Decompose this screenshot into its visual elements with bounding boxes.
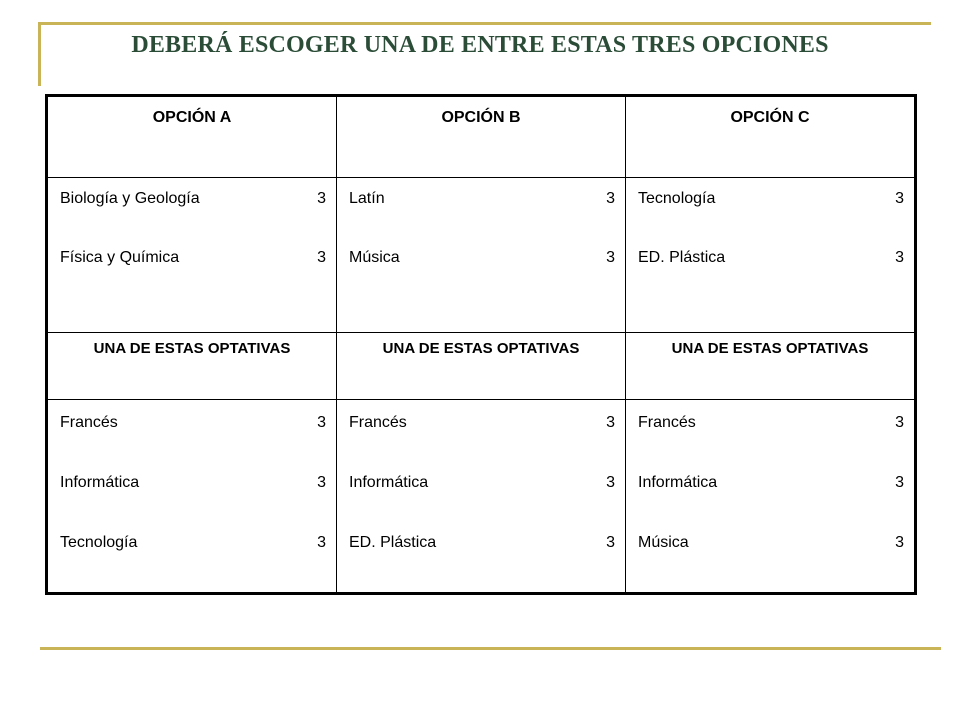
subject-name: ED. Plástica	[349, 534, 437, 551]
optativas-label-cell-b	[337, 333, 626, 400]
subject-hours: 3	[895, 414, 904, 431]
subject-name: Física y Química	[60, 249, 180, 266]
optativa-item	[626, 532, 914, 554]
subject-hours: 3	[606, 414, 615, 431]
subject-hours: 3	[895, 190, 904, 207]
subject-hours: 3	[606, 534, 615, 551]
optativas-cell-b	[337, 400, 626, 594]
subject-name: Francés	[60, 414, 118, 431]
header-cell-a	[47, 96, 337, 178]
subject-hours: 3	[606, 190, 615, 207]
subject-hours: 3	[895, 249, 904, 266]
optativas-label: UNA DE ESTAS OPTATIVAS	[671, 340, 869, 357]
optativa-item	[48, 472, 336, 494]
subject-name: Tecnología	[638, 190, 716, 207]
optativas-label-cell-c	[626, 333, 916, 400]
subjects-row	[47, 178, 916, 333]
subject-item	[48, 247, 336, 269]
header-cell-c	[626, 96, 916, 178]
subject-name: Tecnología	[60, 534, 138, 551]
subject-name: Francés	[349, 414, 407, 431]
option-header: OPCIÓN B	[441, 109, 521, 126]
optativas-label-cell-a	[47, 333, 337, 400]
subject-hours: 3	[895, 534, 904, 551]
optativa-item	[337, 532, 625, 554]
subject-name: Música	[638, 534, 689, 551]
subject-name: Informática	[349, 474, 429, 491]
optativa-item	[48, 412, 336, 434]
subject-hours: 3	[606, 249, 615, 266]
decorative-bottom-line	[40, 647, 941, 650]
subject-hours: 3	[317, 249, 326, 266]
optativa-item	[626, 412, 914, 434]
option-header: OPCIÓN C	[730, 109, 810, 126]
subject-name: Música	[349, 249, 400, 266]
subject-hours: 3	[317, 534, 326, 551]
optativas-cell-a	[47, 400, 337, 594]
optativas-label: UNA DE ESTAS OPTATIVAS	[382, 340, 580, 357]
subject-item	[626, 247, 914, 269]
optativas-label: UNA DE ESTAS OPTATIVAS	[93, 340, 291, 357]
subject-item	[337, 188, 625, 210]
header-row	[47, 96, 916, 178]
subject-hours: 3	[317, 414, 326, 431]
optativa-item	[48, 532, 336, 554]
decorative-top-line	[38, 22, 931, 25]
subject-hours: 3	[606, 474, 615, 491]
options-table	[45, 94, 917, 595]
header-cell-b	[337, 96, 626, 178]
subjects-cell-b	[337, 178, 626, 333]
optativa-item	[626, 472, 914, 494]
optativas-row	[47, 400, 916, 594]
subject-name: Informática	[60, 474, 140, 491]
subject-item	[626, 188, 914, 210]
subject-item	[337, 247, 625, 269]
subject-hours: 3	[895, 474, 904, 491]
subject-name: Biología y Geología	[60, 190, 200, 207]
subject-item	[48, 188, 336, 210]
subject-hours: 3	[317, 474, 326, 491]
subjects-cell-c	[626, 178, 916, 333]
subject-name: Informática	[638, 474, 718, 491]
slide-title: DEBERÁ ESCOGER UNA DE ENTRE ESTAS TRES OPCIONES	[131, 32, 829, 58]
optativas-cell-c	[626, 400, 916, 594]
subject-name: Latín	[349, 190, 385, 207]
subject-name: ED. Plástica	[638, 249, 726, 266]
optativa-item	[337, 412, 625, 434]
optativa-item	[337, 472, 625, 494]
subjects-cell-a	[47, 178, 337, 333]
subject-name: Francés	[638, 414, 696, 431]
subject-hours: 3	[317, 190, 326, 207]
optativas-label-row	[47, 333, 916, 400]
option-header: OPCIÓN A	[152, 109, 232, 126]
